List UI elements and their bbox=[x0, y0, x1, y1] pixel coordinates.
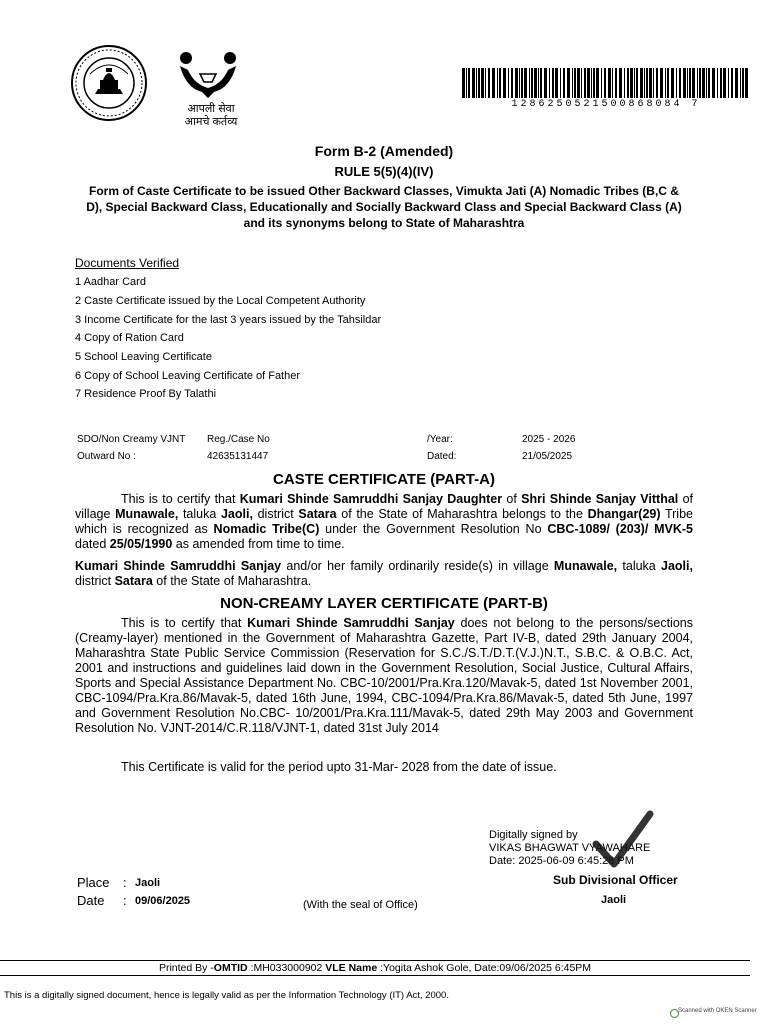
barcode bbox=[462, 68, 750, 98]
person-name: Kumari Shinde Samruddhi Sanjay bbox=[75, 559, 282, 573]
taluka: Jaoli, bbox=[220, 507, 253, 521]
text: dated bbox=[75, 537, 110, 551]
text: of the State of Maharashtra belongs to the bbox=[336, 507, 588, 521]
seva-line-1: आपली सेवा bbox=[187, 103, 235, 115]
part-b-title: NON-CREAMY LAYER CERTIFICATE (PART-B) bbox=[220, 595, 548, 612]
text: of the State of Maharashtra. bbox=[152, 574, 312, 588]
text: district bbox=[252, 507, 299, 521]
omtid-value: :MH033000902 bbox=[247, 962, 326, 974]
signed-by-label: Digitally signed by bbox=[489, 829, 578, 841]
scanner-watermark: Scanned with OKEN Scanner bbox=[678, 1008, 757, 1014]
taluka: Jaoli, bbox=[661, 559, 693, 573]
legal-notice: This is a digitally signed document, hence is legally valid as per the Information Technology (IT) Act, 2000. bbox=[4, 990, 449, 1001]
text: This is to certify that bbox=[121, 492, 240, 506]
seva-line-2: आमचे कर्तव्य bbox=[184, 116, 238, 128]
form-description: Form of Caste Certificate to be issued Other Backward Classes, Vimukta Jati (A) Nomadic Tribes (B,C & D), Special Backward Class, Educationally and Socially Backward Class and Special Backward Class (A) and its synonyms belong to State of Maharashtra bbox=[86, 184, 682, 230]
validity-statement: This Certificate is valid for the period upto 31-Mar- 2028 from the date of issue. bbox=[121, 760, 557, 774]
printed-by-line bbox=[0, 962, 750, 974]
year-value: 2025 - 2026 bbox=[522, 434, 576, 445]
maharashtra-seal-emblem bbox=[70, 44, 148, 122]
signature-valid-check-icon bbox=[590, 806, 656, 872]
date-label: Date bbox=[77, 893, 105, 908]
text: as amended from time to time. bbox=[172, 537, 345, 551]
category: Nomadic Tribe(C) bbox=[213, 522, 320, 536]
dated-label: Dated: bbox=[427, 451, 457, 462]
aapli-seva-caption bbox=[168, 103, 254, 129]
district: Satara bbox=[114, 574, 153, 588]
omtid-label: OMTID bbox=[213, 962, 248, 974]
date-value: 09/06/2025 bbox=[135, 895, 191, 907]
barcode-number: 1286250521500868084 7 bbox=[511, 99, 701, 110]
officer-taluka: Jaoli bbox=[601, 894, 627, 906]
person-name: Kumari Shinde Samruddhi Sanjay Daughter bbox=[239, 492, 503, 506]
document-item: 5 School Leaving Certificate bbox=[75, 351, 212, 363]
village: Munawale, bbox=[553, 559, 618, 573]
text: Printed By - bbox=[158, 962, 214, 974]
resolution-number: CBC-1089/ (203)/ MVK-5 bbox=[547, 522, 693, 536]
place-value: Jaoli bbox=[135, 877, 161, 889]
officer-title: Sub Divisional Officer bbox=[553, 873, 678, 887]
form-rule: RULE 5(5)(4)(IV) bbox=[334, 164, 434, 179]
regcase-label: Reg./Case No bbox=[207, 434, 270, 445]
outward-label: Outward No : bbox=[77, 451, 136, 462]
text: Tribe which is recognized as bbox=[75, 507, 693, 536]
father-name: Shri Shinde Sanjay Vitthal bbox=[521, 492, 679, 506]
text: and/or her family ordinarily reside(s) in village bbox=[281, 559, 554, 573]
document-item: 4 Copy of Ration Card bbox=[75, 332, 184, 344]
seal-note: (With the seal of Office) bbox=[303, 899, 418, 911]
vle-value: :Yogita Ashok Gole, Date:09/06/2025 6:45PM bbox=[377, 962, 592, 974]
village: Munawale, bbox=[115, 507, 179, 521]
text: district bbox=[75, 574, 115, 588]
person-name: Kumari Shinde Samruddhi Sanjay bbox=[247, 616, 455, 630]
form-title: Form B-2 (Amended) bbox=[314, 143, 454, 159]
date-colon: : bbox=[123, 893, 127, 908]
text: of village bbox=[75, 492, 694, 521]
signature-date: Date: 2025-06-09 6:45:28 PM bbox=[489, 855, 634, 867]
resolution-date: 25/05/1990 bbox=[109, 537, 173, 551]
part-a-paragraph-1 bbox=[75, 492, 693, 552]
document-item: 1 Aadhar Card bbox=[75, 276, 146, 288]
outward-value: 42635131447 bbox=[207, 451, 269, 462]
document-item: 3 Income Certificate for the last 3 years issued by the Tahsildar bbox=[75, 314, 382, 326]
part-a-paragraph-2 bbox=[75, 559, 693, 589]
place-label: Place bbox=[77, 875, 110, 890]
signer-name: VIKAS BHAGWAT VYAWAHARE bbox=[489, 842, 651, 854]
year-label: /Year: bbox=[427, 434, 453, 445]
text: taluka bbox=[178, 507, 221, 521]
part-a-title: CASTE CERTIFICATE (PART-A) bbox=[273, 471, 495, 488]
document-item: 6 Copy of School Leaving Certificate of Father bbox=[75, 370, 301, 382]
vle-label: VLE Name bbox=[325, 962, 378, 974]
place-colon: : bbox=[123, 875, 127, 890]
text: This is to certify that bbox=[121, 616, 248, 630]
text: of bbox=[502, 492, 522, 506]
caste: Dhangar(29) bbox=[587, 507, 661, 521]
district: Satara bbox=[298, 507, 337, 521]
text: taluka bbox=[617, 559, 662, 573]
document-item: 2 Caste Certificate issued by the Local Competent Authority bbox=[75, 295, 366, 307]
text: does not belong to the persons/sections (Creamy-layer) mentioned in the Government of Maharashtra Gazette, Part IV-B, dated 29th January 2004, Maharashtra State Public Service Commission (Reservation for S.C./S.T./D.T.(V.J.)N.T., S.B.C. & O.B.C. Act, 2001 and instructions and guidelines laid down in the Government Resolution, Social Justice, Cultural Affairs, Sports and Special Assistance Department No. CBC-10/2001/Pra.Kra.120/Mavak-5, dated 1st November 2001, CBC-1094/Pra.Kra.86/Mavak-5, dated 16th June, 1994, CBC-1094/Pra.Kra.86/Mavak-5, dated 5th June, 1997 and Government Resolution No.CBC- 10/2001/Pra.Kra.111/Mavak-5, dated 29th May 2003 and Government Resolution No. VJNT-2014/C.R.118/VJNT-1, dated 31st July 2014 bbox=[75, 616, 693, 735]
office-label: SDO/Non Creamy VJNT bbox=[77, 434, 186, 445]
text: under the Government Resolution No bbox=[319, 522, 548, 536]
documents-verified-title: Documents Verified bbox=[75, 256, 180, 270]
part-b-paragraph bbox=[75, 616, 693, 736]
dated-value: 21/05/2025 bbox=[522, 451, 573, 462]
document-item: 7 Residence Proof By Talathi bbox=[75, 388, 217, 400]
